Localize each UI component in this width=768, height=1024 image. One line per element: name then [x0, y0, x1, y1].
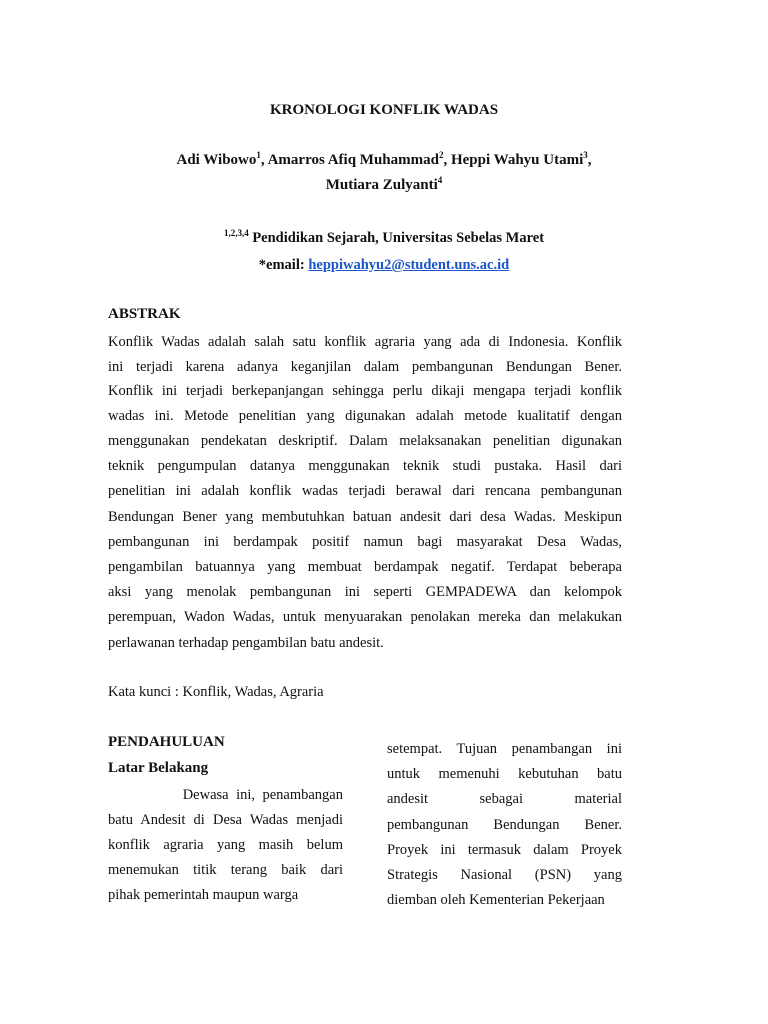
left-column-line: batu Andesit di Desa Wadas menjadi — [108, 812, 343, 828]
right-column-line: Proyek ini termasuk dalam Proyek — [387, 842, 622, 858]
affiliation — [0, 230, 768, 247]
left-column-line: Dewasa ini, penambangan — [108, 787, 343, 803]
author-separator: , — [587, 152, 592, 168]
author-4: Mutiara Zulyanti — [325, 177, 438, 193]
author-2-affil: 2 — [438, 150, 444, 160]
author-3: Heppi Wahyu Utami — [450, 152, 584, 168]
right-column-line: pembangunan Bendungan Bener. — [387, 817, 622, 833]
abstract-line: menggunakan pendekatan deskriptif. Dalam melaksanakan penelitian digunakan — [108, 433, 622, 449]
affiliation-numbers: 1,2,3,4 — [223, 228, 249, 238]
subsection-heading: Latar Belakang — [108, 760, 209, 776]
affiliation-text: Pendidikan Sejarah, Universitas Sebelas Maret — [248, 230, 545, 246]
abstract-line: penelitian ini adalah konflik wadas terjadi berawal dari rencana pembangunan — [108, 483, 622, 499]
right-column-line: diemban oleh Kementerian Pekerjaan — [387, 892, 605, 908]
email-link[interactable]: heppiwahyu2@student.uns.ac.id — [308, 257, 510, 273]
abstract-line: ini terjadi karena adanya keganjilan dalam pembangunan Bendungan Bener. — [108, 359, 622, 375]
left-column-line: konflik agraria yang masih belum — [108, 837, 343, 853]
abstract-line: Konflik ini terjadi berkepanjangan sehingga perlu dikaji mengapa terjadi konflik — [108, 383, 622, 399]
abstract-line: perlawanan terhadap pengambilan batu andesit. — [108, 635, 384, 651]
abstract-line: Konflik Wadas adalah salah satu konflik agraria yang ada di Indonesia. Konflik — [108, 334, 622, 350]
abstract-line: wadas ini. Metode penelitian yang digunakan adalah metode kualitatif dengan — [108, 408, 622, 424]
author-separator: , — [260, 152, 268, 168]
author-3-affil: 3 — [583, 150, 588, 160]
abstract-line: pengambilan batuannya yang membuat berdampak negatif. Terdapat beberapa — [108, 559, 622, 575]
author-separator: , — [443, 152, 451, 168]
left-column-line: pihak pemerintah maupun warga — [108, 887, 299, 903]
abstract-line: perempuan, Wadon Wadas, untuk menyuarakan penolakan mereka dan melakukan — [108, 609, 622, 625]
section-heading: PENDAHULUAN — [108, 734, 225, 750]
abstract-heading: ABSTRAK — [108, 306, 181, 322]
author-2: Amarros Afiq Muhammad — [267, 152, 439, 168]
author-1-affil: 1 — [256, 150, 261, 160]
email-label: *email: — [258, 257, 309, 273]
right-column-line: setempat. Tujuan penambangan ini — [387, 741, 622, 757]
right-column-line: andesit sebagai material — [387, 791, 622, 807]
left-column-line: menemukan titik terang baik dari — [108, 862, 343, 878]
author-1: Adi Wibowo — [176, 152, 257, 168]
author-4-affil: 4 — [437, 175, 443, 185]
abstract-line: aksi yang menolak pembangunan ini seperti GEMPADEWA dan kelompok — [108, 584, 622, 600]
right-column-line: Strategis Nasional (PSN) yang — [387, 867, 622, 883]
abstract-line: pembangunan ini berdampak positif namun bagi masyarakat Desa Wadas, — [108, 534, 622, 550]
abstract-line: Bendungan Bener yang membutuhkan batuan andesit dari desa Wadas. Meskipun — [108, 509, 622, 525]
abstract-line: teknik pengumpulan datanya menggunakan teknik studi pustaka. Hasil dari — [108, 458, 622, 474]
authors-line-1 — [0, 152, 768, 169]
paper-title: KRONOLOGI KONFLIK WADAS — [269, 102, 499, 118]
email-line — [0, 257, 768, 274]
right-column-line: untuk memenuhi kebutuhan batu — [387, 766, 622, 782]
keywords: Kata kunci : Konflik, Wadas, Agraria — [108, 684, 324, 700]
authors-line-2 — [0, 177, 768, 194]
